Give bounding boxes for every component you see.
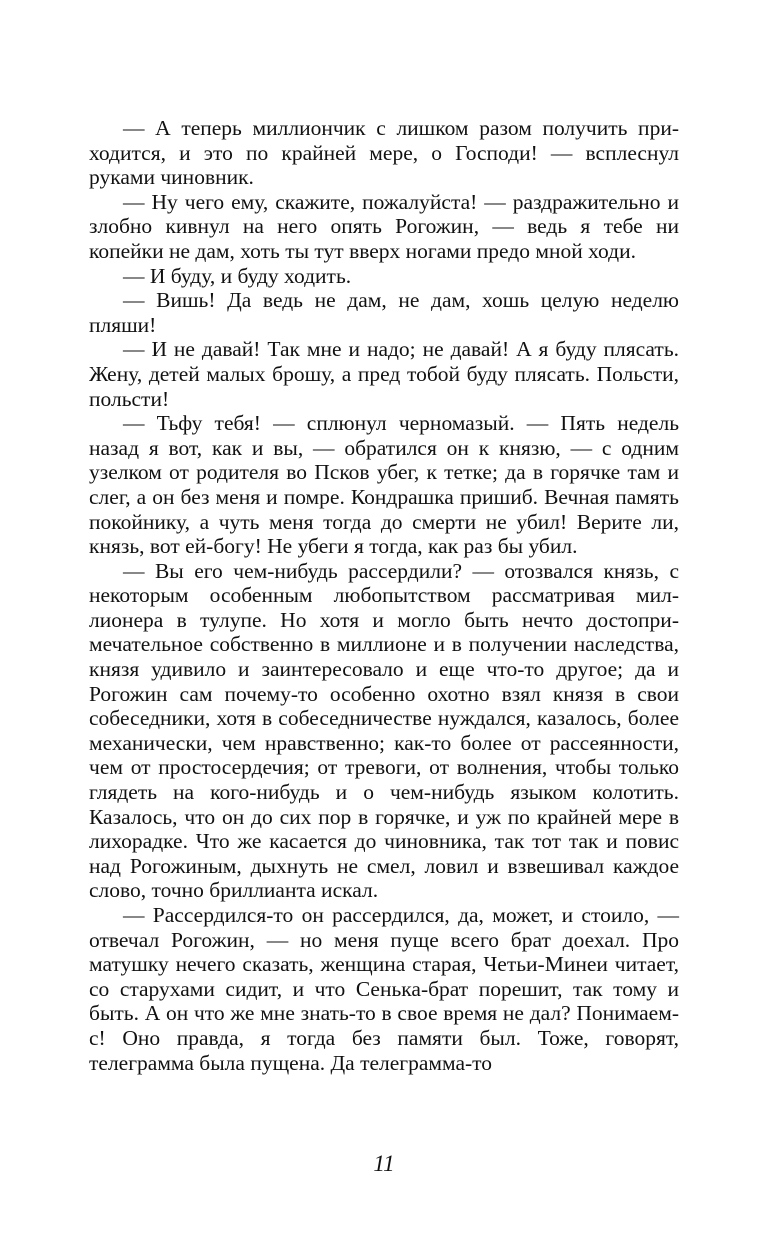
paragraph: — Ну чего ему, скажите, пожалуйста! — раздражительно и злобно кивнул на него опять Рогожин, — ведь я тебе ни копейки не дам, хоть ты тут вверх ногами предо мной ходи. — [89, 189, 679, 263]
paragraph: — И буду, и буду ходить. — [123, 263, 352, 288]
page-number: 11 — [373, 1151, 395, 1176]
paragraph: — Вы его чем-нибудь рассердили? — отозвался князь, с некоторым особенным любопытством рассматривая миллионера в тулупе. Но хотя и могло быть нечто достопримечательное собственно в миллионе и в получении наследства, князя удивило и заинтересовало и еще что-то другое; да и Рогожин сам почему-то особенно охотно взял князя в свои собеседники, хотя в собеседничестве нуждался, казалось, более механически, чем нравственно; как-то более от рассеянности, чем от простосердечия; от тревоги, от волнения, чтобы только глядеть на кого-нибудь и о чем-нибудь языком колотить. Казалось, что он до сих пор в горячке, и уж по крайней мере в лихорадке. Что же касается до чиновника, так тот так и повис над Рогожиным, дыхнуть не смел, ловил и взвешивал каждое слово, точно бриллианта искал. — [89, 558, 679, 903]
paragraph: — Рассердился-то он рассердился, да, может, и стоило, — отвечал Рогожин, — но меня пуще всего брат доехал. Про матушку нечего сказать, женщина старая, Четьи-Минеи читает, со старухами сидит, и что Сенька-брат порешит, так тому и быть. А он что же мне знать-то в свое время не дал? Понимаем-с! Оно правда, я тогда без памяти был. Тоже, говорят, телеграмма была пущена. Да телеграмма-то — [89, 903, 679, 1075]
paragraph: — И не давай! Так мне и надо; не давай! А я буду плясать. Жену, детей малых брошу, а пред тобой буду плясать. Польсти, польсти! — [89, 337, 679, 411]
paragraph: — А теперь миллиончик с лишком разом получить приходится, и это по крайней мере, о Господи! — всплеснул руками чиновник. — [89, 116, 679, 190]
paragraph: — Тьфу тебя! — сплюнул черномазый. — Пять недель назад я вот, как и вы, — обратился он к князю, — с одним узелком от родителя во Псков убег, к тетке; да в горячке там и слег, а он без меня и помре. Кондрашка пришиб. Вечная память покойнику, а чуть меня тогда до смерти не убил! Верите ли, князь, вот ей-богу! Не убеги я тогда, как раз бы убил. — [89, 411, 679, 559]
paragraph: — Вишь! Да ведь не дам, не дам, хошь целую неделю пляши! — [89, 288, 679, 337]
page-text-block — [89, 116, 679, 1075]
